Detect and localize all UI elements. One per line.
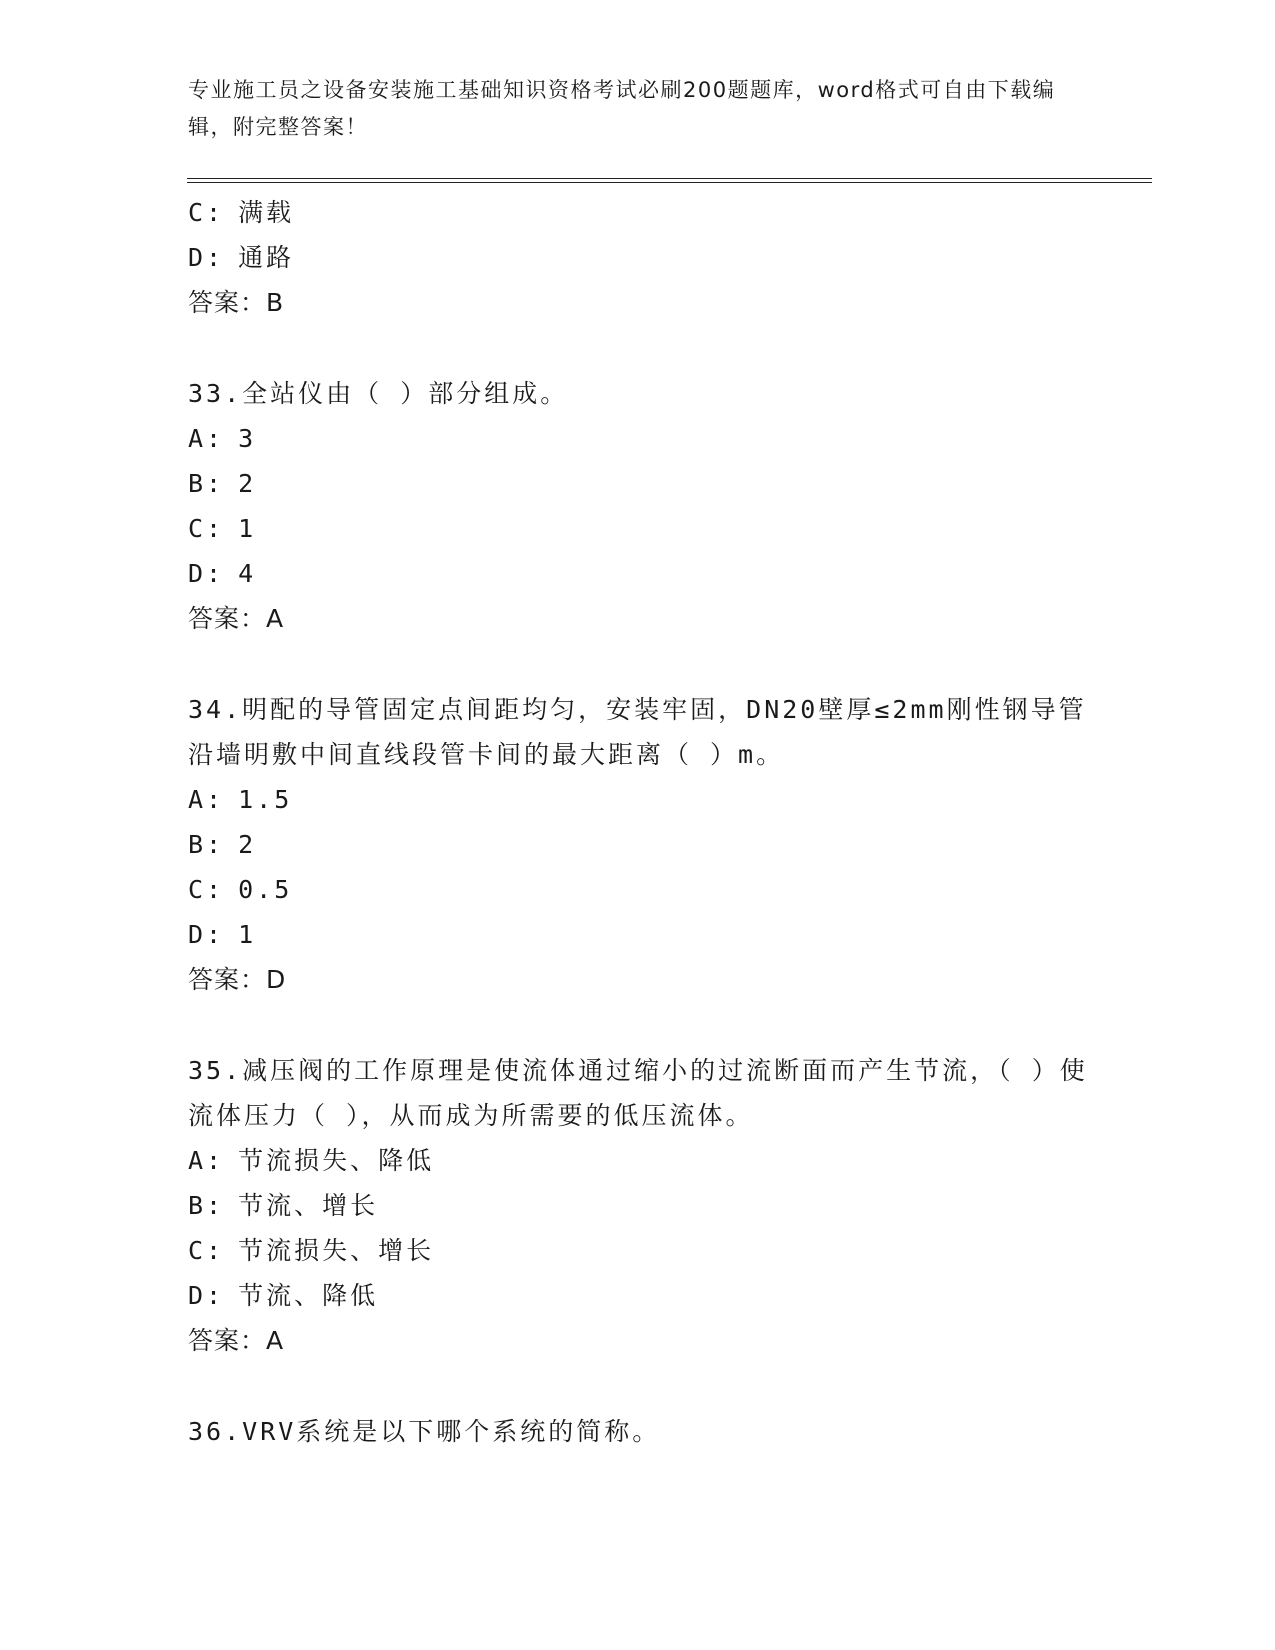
option-text: 节流、增长 [238, 1191, 379, 1220]
option-letter: C: [188, 1236, 225, 1265]
option-text: 1 [238, 920, 257, 949]
option-b [188, 1183, 1088, 1228]
option-letter: D: [188, 243, 225, 272]
option-a [188, 777, 1088, 822]
answer-line: 答案：B [188, 288, 285, 317]
option-letter: B: [188, 830, 225, 859]
header-divider [187, 178, 1152, 183]
answer-line: 答案：A [188, 604, 285, 633]
option-c [188, 867, 1088, 912]
option-a [188, 1138, 1088, 1183]
option-letter: A: [188, 1146, 225, 1175]
option-c [188, 506, 1088, 551]
question-stem: 35.减压阀的工作原理是使流体通过缩小的过流断面而产生节流，（ ）使流体压力（ ），从而成为所需要的低压流体。 [188, 1056, 1088, 1130]
question-stem: 33.全站仪由（ ）部分组成。 [188, 379, 569, 408]
option-letter: D: [188, 920, 225, 949]
option-letter: A: [188, 785, 225, 814]
option-text: 4 [238, 559, 257, 588]
option-text: 满载 [238, 198, 295, 227]
document-body [188, 190, 1088, 1454]
answer-line: 答案：D [188, 965, 287, 994]
option-letter: C: [188, 198, 225, 227]
question-stem: 34.明配的导管固定点间距均匀，安装牢固，DN20壁厚≤2mm刚性钢导管沿墙明敷中间直线段管卡间的最大距离（ ）m。 [188, 695, 1087, 769]
option-text: 节流、降低 [238, 1281, 379, 1310]
answer-line: 答案：A [188, 1326, 285, 1355]
option-b [188, 822, 1088, 867]
option-text: 节流损失、增长 [238, 1236, 435, 1265]
option-text: 通路 [238, 243, 295, 272]
option-letter: C: [188, 875, 225, 904]
option-letter: D: [188, 1281, 225, 1310]
option-a [188, 416, 1088, 461]
option-text: 1 [238, 514, 257, 543]
option-d [188, 551, 1088, 596]
option-text: 3 [238, 424, 257, 453]
option-text: 2 [238, 469, 257, 498]
option-b [188, 461, 1088, 506]
question-stem: 36.VRV系统是以下哪个系统的简称。 [188, 1417, 661, 1446]
option-text: 1.5 [238, 785, 293, 814]
option-letter: B: [188, 1191, 225, 1220]
document-header: 专业施工员之设备安装施工基础知识资格考试必刷200题题库，word格式可自由下载编辑，附完整答案！ [188, 78, 1056, 139]
option-text: 2 [238, 830, 257, 859]
option-text: 节流损失、降低 [238, 1146, 435, 1175]
option-letter: B: [188, 469, 225, 498]
option-d [188, 912, 1088, 957]
option-c [188, 190, 1088, 235]
option-d [188, 235, 1088, 280]
option-d [188, 1273, 1088, 1318]
option-letter: A: [188, 424, 225, 453]
option-c [188, 1228, 1088, 1273]
option-letter: D: [188, 559, 225, 588]
option-text: 0.5 [238, 875, 293, 904]
option-letter: C: [188, 514, 225, 543]
